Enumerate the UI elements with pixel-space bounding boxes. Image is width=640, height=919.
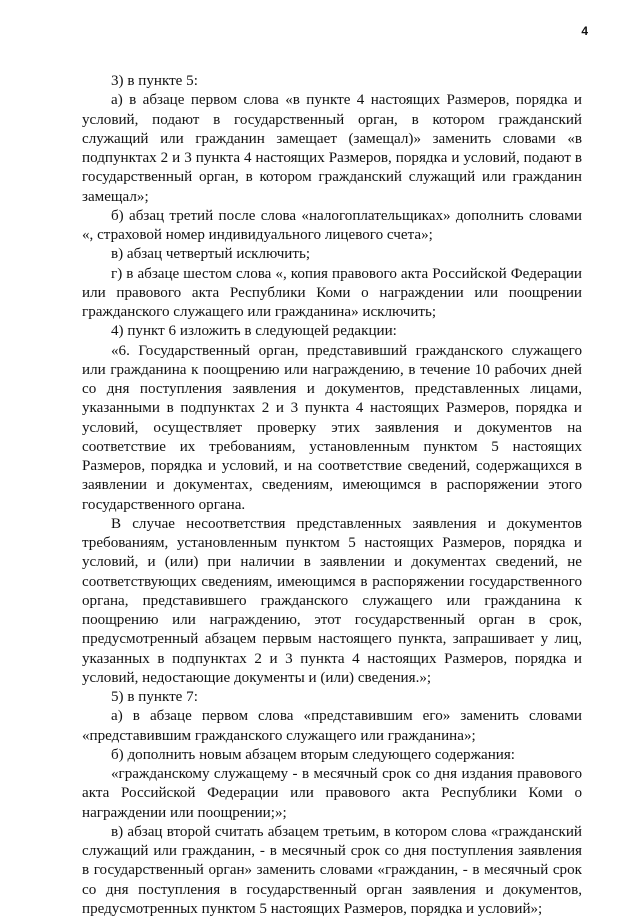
paragraph-subitem-b: б) абзац третий после слова «налогоплательщиках» дополнить словами «, страховой номер индивидуального лицевого счета»; (82, 207, 582, 243)
paragraph-subitem-g: г) в абзаце шестом слова «, копия правового акта Российской Федерации или правового акта Республики Коми о награждении или поощрении гражданского служащего или гражданина» исключить; (82, 265, 582, 320)
paragraph-subitem-a: а) в абзаце первом слова «в пункте 4 настоящих Размеров, порядка и условий, подают в государственный орган, в котором гражданский служащий или гражданин замещает (замещал)» заменить словами «в подпунктах 2 и 3 пункта 4 настоящих Размеров, порядка и условий, подают в государственный орган, в котором гражданский служащий или гражданин замещал»; (82, 92, 582, 205)
paragraph-point-6-continued: В случае несоответствия представленных заявления и документов требованиям, установленным пунктом 5 настоящих Размеров, порядка и условий, и (или) при наличии в заявлении и документах сведений, не соответствующих сведениям, имеющимся в распоряжении государственного органа, представившего гражданского служащего или гражданина к поощрению или награждению, этот государственный орган в срок, предусмотренный абзацем первым настоящего пункта, запрашивает у лиц, указанных в подпунктах 2 и 3 пункта 4 настоящих Размеров, порядка и условий, недостающие документы и (или) сведения.»; (82, 515, 582, 686)
paragraph-new-point-6: «6. Государственный орган, представивший гражданского служащего или гражданина к поощрению или награждению, в течение 10 рабочих дней со дня поступления заявления и документов, представленных лицами, указанными в подпунктах 2 и 3 пункта 4 настоящих Размеров, порядка и условий, осуществляет проверку этих заявления и документов на соответствие их требованиям, установленным пунктом 5 настоящих Размеров, порядка и условий, и на соответствие сведений, содержащихся в заявлении и документах, сведениям, имеющимся в распоряжении этого государственного органа. (82, 342, 582, 513)
document-body (82, 72, 582, 919)
paragraph-subitem-b-2: б) дополнить новым абзацем вторым следующего содержания: (111, 746, 515, 763)
paragraph-item-5: 5) в пункте 7: (111, 689, 198, 705)
paragraph-item-4: 4) пункт 6 изложить в следующей редакции: (111, 323, 397, 340)
paragraph-quoted-text: «гражданскому служащему - в месячный срок со дня издания правового акта Российской Федерации или правового акта Республики Коми о награждении или поощрении;»; (82, 766, 582, 821)
paragraph-item-3: 3) в пункте 5: (111, 73, 198, 89)
paragraph-subitem-v: в) абзац четвертый исключить; (111, 246, 311, 263)
paragraph-subitem-a-2: а) в абзаце первом слова «представившим его» заменить словами «представившим гражданского служащего или гражданина»; (82, 708, 582, 744)
paragraph-subitem-v-2: в) абзац второй считать абзацем третьим, в котором слова «гражданский служащий или гражданин, - в месячный срок со дня поступления заявления в государственный орган» заменить словами «гражданин, - в месячный срок со дня поступления в государственный орган заявления и документов, предусмотренных пунктом 5 настоящих Размеров, порядка и условий»; (82, 823, 582, 917)
page-number: 4 (581, 24, 588, 38)
